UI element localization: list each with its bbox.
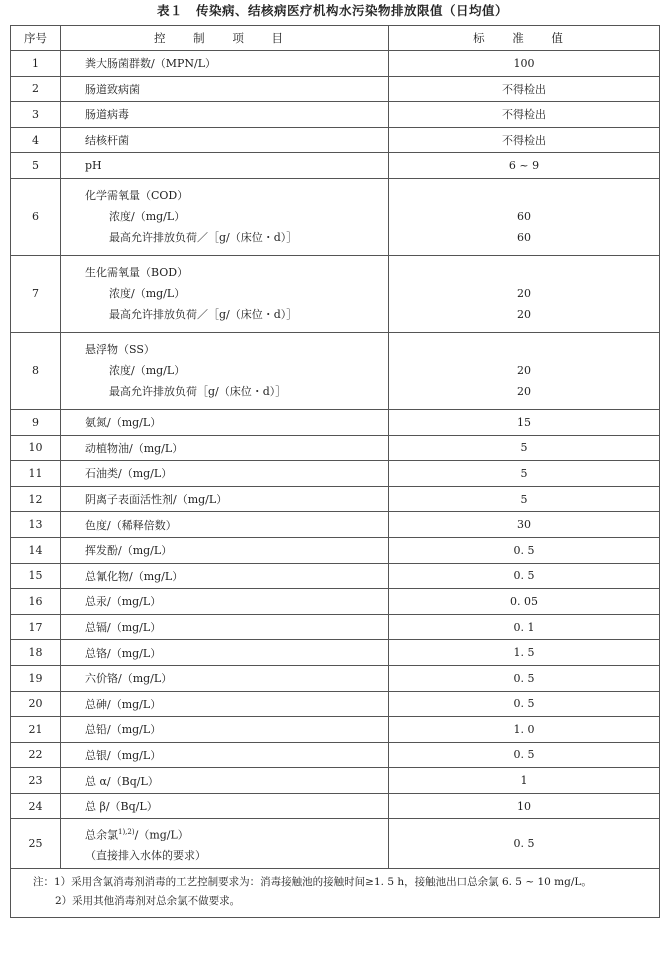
row-item: 总银/（mg/L） [61,742,389,768]
row-subitem: 浓度/（mg/L） [109,210,186,224]
row-number: 6 [11,178,61,255]
row-value: 6 ~ 9 [389,153,660,179]
row-value: 0. 05 [389,589,660,615]
notes-cell [11,869,660,918]
row-item: 总铬/（mg/L） [61,640,389,666]
row-number: 16 [11,589,61,615]
row-number: 3 [11,102,61,128]
table-row [11,717,660,743]
row-subvalue: 20 [517,287,531,301]
row-number: 25 [11,819,61,869]
row-number: 9 [11,409,61,435]
row-value: 1. 5 [389,640,660,666]
table-row [11,153,660,179]
row-value: 10 [389,793,660,819]
row-number: 2 [11,76,61,102]
table-row [11,537,660,563]
row-number: 24 [11,793,61,819]
row-number: 22 [11,742,61,768]
row-value: 0. 5 [389,537,660,563]
row-value: 5 [389,486,660,512]
row-subitem: 最高允许排放负荷［g/（床位・d）］ [109,385,287,399]
row-value [389,332,660,409]
row-number: 7 [11,255,61,332]
table-row [11,793,660,819]
row-value: 0. 5 [389,563,660,589]
row-subvalue: 20 [517,364,531,378]
table-row [11,819,660,869]
table-row [11,461,660,487]
row-item: 总汞/（mg/L） [61,589,389,615]
row-item: 肠道致病菌 [61,76,389,102]
row-item [61,332,389,409]
row-item: 总砷/（mg/L） [61,691,389,717]
table-row [11,76,660,102]
header-item: 控 制 项 目 [61,26,389,51]
row-item-heading: 化学需氧量（COD） [85,189,189,203]
row-number: 11 [11,461,61,487]
row-item: 氨氮/（mg/L） [61,409,389,435]
header-value: 标 准 值 [389,26,660,51]
row-item: 色度/（稀释倍数） [61,512,389,538]
row-subitem: （直接排入水体的要求） [85,849,206,863]
table-row [11,178,660,255]
footnote-ref: 1),2) [118,827,135,836]
row-subitem: 最高允许排放负荷／［g/（床位・d）］ [109,231,298,245]
row-value: 不得检出 [389,102,660,128]
row-item [61,819,389,869]
row-item: 挥发酚/（mg/L） [61,537,389,563]
row-value: 0. 1 [389,614,660,640]
table-row [11,742,660,768]
row-item: pH [61,153,389,179]
row-value: 100 [389,51,660,77]
row-value: 不得检出 [389,127,660,153]
row-number: 23 [11,768,61,794]
row-subitem: 浓度/（mg/L） [109,364,186,378]
row-item: 结核杆菌 [61,127,389,153]
row-item-heading [85,822,388,846]
row-value: 15 [389,409,660,435]
row-item [61,178,389,255]
row-number: 5 [11,153,61,179]
table-row [11,614,660,640]
row-item: 总 α/（Bq/L） [61,768,389,794]
table-row [11,768,660,794]
row-value: 0. 5 [389,665,660,691]
row-value: 30 [389,512,660,538]
row-item: 六价铬/（mg/L） [61,665,389,691]
row-number: 13 [11,512,61,538]
row-subvalue: 60 [517,231,531,245]
row-value: 不得检出 [389,76,660,102]
table-title: 表１ 传染病、结核病医疗机构水污染物排放限值（日均值） [156,3,508,18]
row-item-heading-unit: /（mg/L） [134,828,189,842]
header-no: 序号 [11,26,61,51]
note-line-2: 2）采用其他消毒剂对总余氯不做要求。 [55,895,241,908]
table-row [11,409,660,435]
row-subitem: 浓度/（mg/L） [109,287,186,301]
row-number: 15 [11,563,61,589]
row-subitem: 最高允许排放负荷／［g/（床位・d）］ [109,308,298,322]
row-value: 5 [389,461,660,487]
discharge-limits-table [10,25,660,918]
row-number: 1 [11,51,61,77]
table-row [11,102,660,128]
row-value: 5 [389,435,660,461]
row-value [389,255,660,332]
row-number: 20 [11,691,61,717]
row-item: 总 β/（Bq/L） [61,793,389,819]
table-row [11,691,660,717]
row-item: 动植物油/（mg/L） [61,435,389,461]
row-item: 粪大肠菌群数/（MPN/L） [61,51,389,77]
row-number: 21 [11,717,61,743]
row-item: 总铅/（mg/L） [61,717,389,743]
note-line-1: 注：1）采用含氯消毒剂消毒的工艺控制要求为：消毒接触池的接触时间≥1. 5 h，接触池出口总余氯 6. 5 ~ 10 mg/L。 [33,876,592,889]
table-row [11,589,660,615]
table-row [11,640,660,666]
row-number: 18 [11,640,61,666]
row-item: 肠道病毒 [61,102,389,128]
notes-row [11,869,660,918]
row-value: 0. 5 [389,819,660,869]
table-row [11,486,660,512]
row-item: 石油类/（mg/L） [61,461,389,487]
row-value [389,178,660,255]
header-row [11,26,660,51]
row-item-heading: 生化需氧量（BOD） [85,266,189,280]
row-value: 0. 5 [389,691,660,717]
table-row [11,332,660,409]
row-subvalue: 20 [517,308,531,322]
row-item [61,255,389,332]
row-value: 0. 5 [389,742,660,768]
table-row [11,563,660,589]
row-value: 1. 0 [389,717,660,743]
row-item-heading-text: 总余氯 [85,828,118,842]
row-item-heading: 悬浮物（SS） [85,343,155,357]
table-row [11,51,660,77]
row-number: 19 [11,665,61,691]
row-number: 17 [11,614,61,640]
row-subvalue: 60 [517,210,531,224]
row-item: 总氰化物/（mg/L） [61,563,389,589]
row-subvalue: 20 [517,385,531,399]
table-row [11,127,660,153]
table-row [11,665,660,691]
table-row [11,255,660,332]
row-item: 总镉/（mg/L） [61,614,389,640]
row-item: 阴离子表面活性剂/（mg/L） [61,486,389,512]
table-row [11,435,660,461]
row-number: 14 [11,537,61,563]
row-number: 8 [11,332,61,409]
row-value: 1 [389,768,660,794]
row-number: 4 [11,127,61,153]
table-row [11,512,660,538]
row-number: 10 [11,435,61,461]
row-number: 12 [11,486,61,512]
